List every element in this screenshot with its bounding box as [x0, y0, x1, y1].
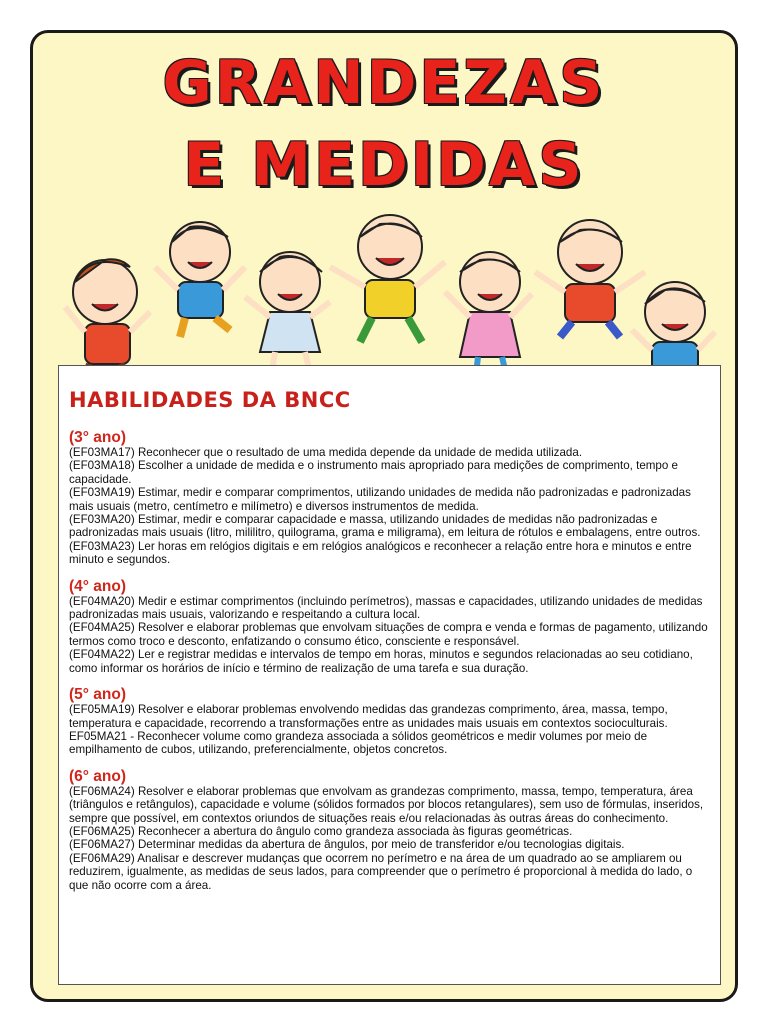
grade-section-5: [69, 687, 708, 757]
kid-6-figure: [535, 220, 645, 337]
grade-label: (5° ano): [69, 686, 127, 704]
skill-item: (EF06MA27) Determinar medidas da abertura de ângulos, por meio de transferidor e/ou tecnologias digitais.: [69, 838, 625, 852]
skill-item: (EF06MA25) Reconhecer a abertura do ângulo como grandeza associada às figuras geométricas.: [69, 824, 573, 838]
skill-item: (EF03MA23) Ler horas em relógios digitais e em relógios analógicos e reconhecer a relação entre hora e minutos e entre minuto e segundos.: [69, 539, 692, 567]
skill-item: (EF03MA17) Reconhecer que o resultado de uma medida depende da unidade de medida utilizada.: [69, 446, 583, 459]
grade-section-4: [69, 579, 708, 675]
kid-2-figure: [155, 222, 245, 337]
skill-item: (EF03MA18) Escolher a unidade de medida e o instrumento mais apropriado para medições de comprimento, tempo e capacidade.: [69, 459, 678, 486]
skill-item: (EF03MA20) Estimar, medir e comparar capacidade e massa, utilizando unidades de medidas não padronizadas e padronizadas mais usuais (litro, mililitro, quilograma, grama e miligrama), em leitura de rótulos e embalagens, entre outros.: [69, 513, 701, 540]
skill-item: (EF03MA19) Estimar, medir e comparar comprimentos, utilizando unidades de medida não padronizadas e padronizadas mais usuais (metro, centímetro e milímetro) e diversos instrumentos de medida.: [69, 486, 691, 513]
grade-label: (3° ano): [69, 429, 127, 446]
kid-4-figure: [330, 215, 445, 342]
skill-item: (EF04MA25) Resolver e elaborar problemas que envolvam situações de compra e venda e formas de pagamento, utilizando termos como troco e desconto, enfatizando o consumo ético, consciente e responsável.: [69, 621, 708, 648]
grade-label: (6° ano): [69, 767, 127, 785]
kid-5-figure: [445, 252, 532, 382]
grade-label: (4° ano): [69, 577, 127, 595]
section-title: HABILIDADES DA BNCC: [69, 388, 351, 412]
skill-item: EF05MA21 - Reconhecer volume como grandeza associada a sólidos geométricos e medir volumes por meio de empilhamento de cubos, utilizando, preferencialmente, objetos concretos.: [69, 729, 648, 757]
skill-item: (EF04MA22) Ler e registrar medidas e intervalos de tempo em horas, minutos e segundos relacionadas ao seu cotidiano, como informar os horários de início e término de realização de uma tarefa e sua duração.: [69, 648, 693, 675]
skill-item: (EF06MA24) Resolver e elaborar problemas que envolvam as grandezas comprimento, massa, tempo, temperatura, área (triângulos e retângulos), capacidade e volume (sólidos formados por blocos retangulares), sem uso de fórmulas, inseridos, sempre que possível, em contextos oriundos de situações reais e/ou relacionadas às outras áreas do conhecimento.: [69, 784, 704, 825]
content-panel: [58, 365, 721, 985]
grade-section-3: [69, 430, 708, 567]
skill-item: (EF04MA20) Medir e estimar comprimentos (incluindo perímetros), massas e capacidades, utilizando unidades de medidas padronizadas mais usuais, valorizando e respeitando a cultura local.: [69, 594, 703, 622]
title-line-1: GRANDEZAS: [162, 48, 606, 118]
kid-3-figure: [245, 252, 330, 372]
grade-section-6: [69, 769, 708, 892]
title-line-2: E MEDIDAS: [183, 130, 585, 200]
skill-item: (EF05MA19) Resolver e elaborar problemas envolvendo medidas das grandezas comprimento, área, massa, tempo, temperatura e capacidade, recorrendo a transformações entre as unidades mais usuais em contextos socioculturais.: [69, 703, 668, 730]
skill-item: (EF06MA29) Analisar e descrever mudanças que ocorrem no perímetro e na área de um quadrado ao se ampliarem ou reduzirem, igualmente, as medidas de seus lados, para compreender que o perímetro é proporcional à medida do lado, o que não ocorre com a área.: [69, 851, 693, 892]
